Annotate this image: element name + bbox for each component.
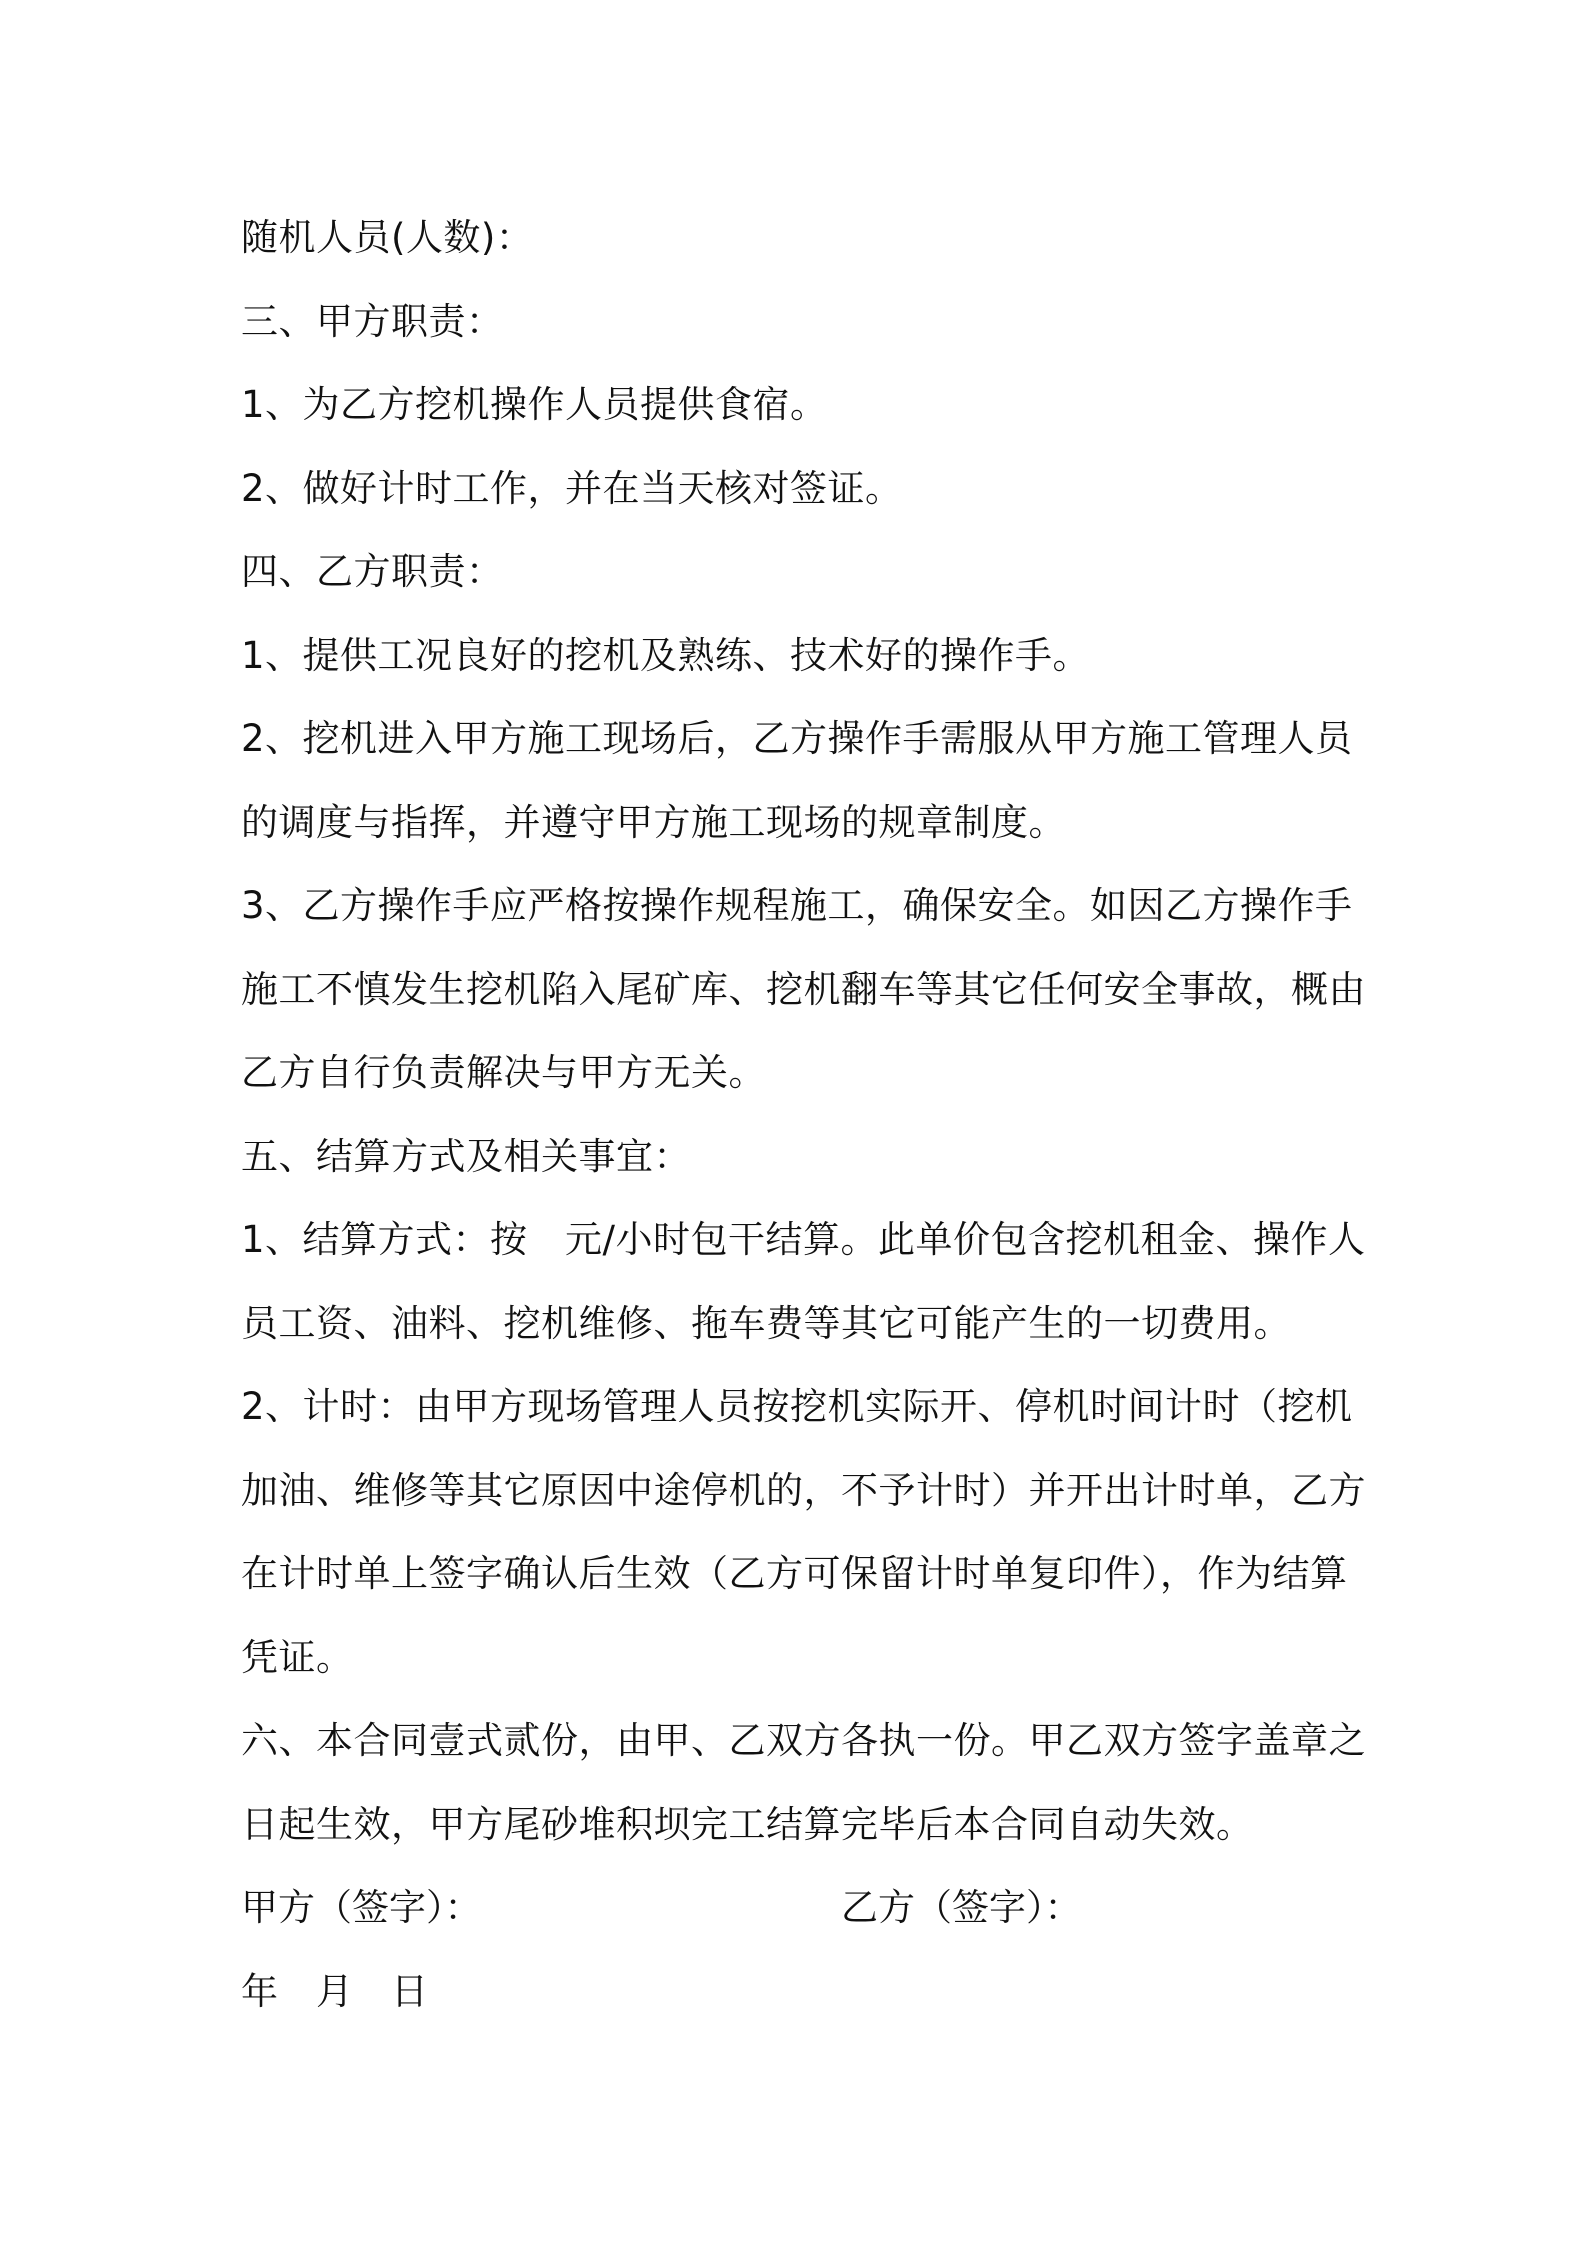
text-line: 乙方自行负责解决与甲方无关。 (241, 1051, 766, 1094)
text-line: 加油、维修等其它原因中途停机的，不予计时）并开出计时单，乙方 (241, 1468, 1366, 1512)
text-line: 的调度与指挥，并遵守甲方施工现场的规章制度。 (241, 800, 1066, 844)
section-heading: 六、本合同壹式贰份，由甲、乙双方各执一份。甲乙双方签字盖章之 (241, 1719, 1366, 1762)
section-heading: 三、甲方职责： (241, 299, 504, 343)
text-line: 日起生效，甲方尾砂堆积坝完工结算完毕后本合同自动失效。 (241, 1802, 1254, 1846)
text-line: 1、结算方式：按 元/小时包干结算。此单价包含挖机租金、操作人 (241, 1218, 1366, 1261)
date-line: 年 月 日 (241, 1969, 429, 2013)
text-line: 2、做好计时工作，并在当天核对签证。 (241, 466, 903, 510)
signature-row (241, 1866, 1361, 1950)
document-body (241, 196, 1366, 2033)
text-line: 在计时单上签字确认后生效（乙方可保留计时单复印件），作为结算 (241, 1552, 1348, 1595)
text-line: 3、乙方操作手应严格按操作规程施工，确保安全。如因乙方操作手 (241, 884, 1353, 927)
text-line: 2、计时：由甲方现场管理人员按挖机实际开、停机时间计时（挖机 (241, 1385, 1353, 1428)
text-line: 随机人员(人数)： (241, 216, 534, 259)
section-heading: 五、结算方式及相关事宜： (241, 1134, 691, 1178)
text-line: 凭证。 (241, 1635, 354, 1679)
party-b-signature-label: 乙方（签字）： (841, 1886, 1082, 1929)
text-line: 员工资、油料、挖机维修、拖车费等其它可能产生的一切费用。 (241, 1301, 1291, 1345)
section-heading: 四、乙方职责： (241, 550, 504, 593)
text-line: 1、为乙方挖机操作人员提供食宿。 (241, 383, 828, 426)
text-line: 1、提供工况良好的挖机及熟练、技术好的操作手。 (241, 633, 1091, 677)
text-line: 施工不慎发生挖机陷入尾矿库、挖机翻车等其它任何安全事故，概由 (241, 967, 1366, 1011)
text-line: 2、挖机进入甲方施工现场后，乙方操作手需服从甲方施工管理人员 (241, 717, 1353, 760)
party-a-signature-label: 甲方（签字）： (241, 1886, 482, 1929)
